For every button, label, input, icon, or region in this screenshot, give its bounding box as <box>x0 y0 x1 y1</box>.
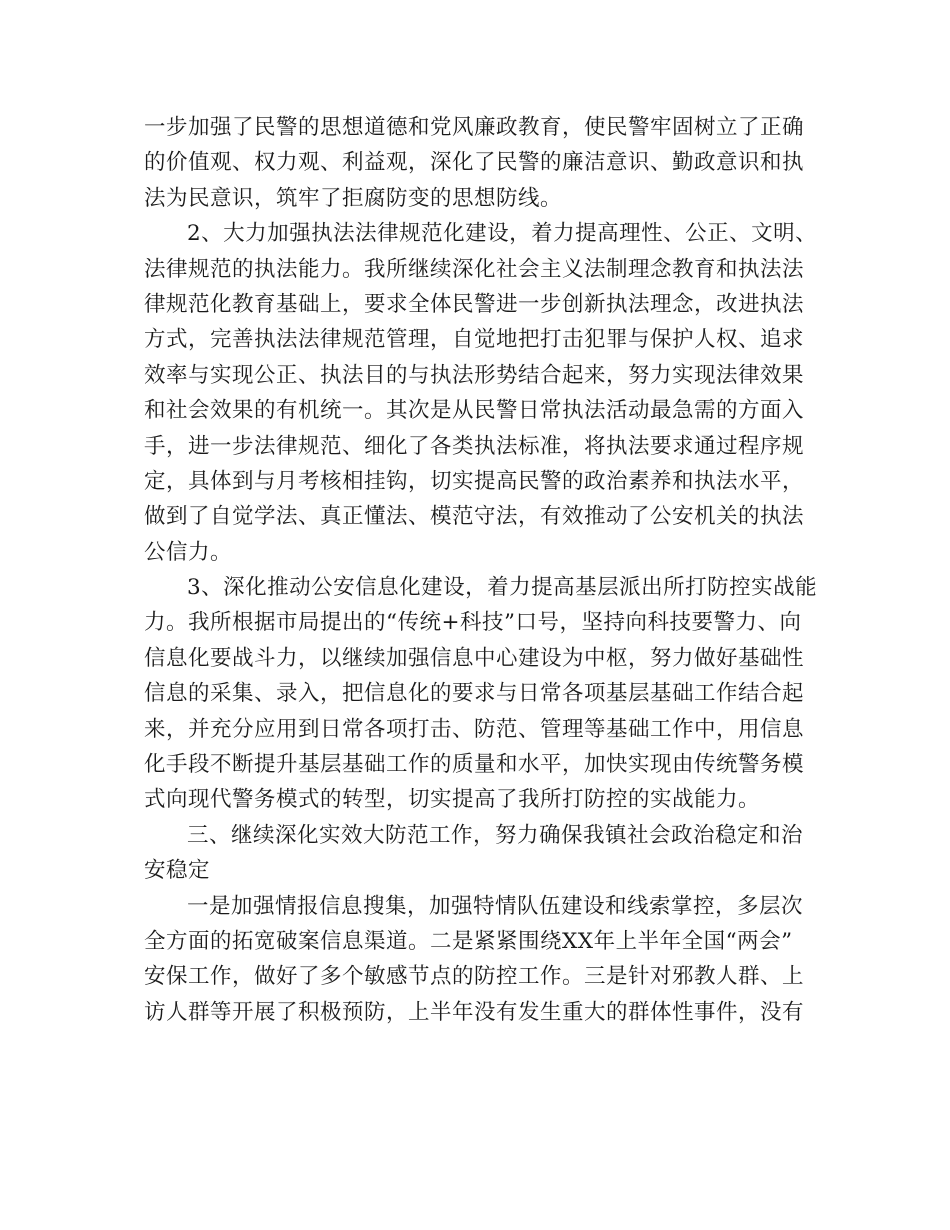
text-line: 做到了自觉学法、真正懂法、模范守法，有效推动了公安机关的执法 <box>144 504 805 530</box>
text-line: 效率与实现公正、执法目的与执法形势结合起来，努力实现法律效果 <box>144 362 805 388</box>
text-line: 全方面的拓宽破案信息渠道。二是紧紧围绕XX年上半年全国“两会” <box>144 928 793 954</box>
text-line: 和社会效果的有机统一。其次是从民警日常执法活动最急需的方面入 <box>144 398 805 424</box>
text-line: 公信力。 <box>144 539 233 565</box>
text-line: 安保工作，做好了多个敏感节点的防控工作。三是针对邪教人群、上 <box>144 964 805 990</box>
text-line: 一步加强了民警的思想道德和党风廉政教育，使民警牢固树立了正确 <box>144 115 805 140</box>
document-body <box>144 110 824 1030</box>
text-line: 信息的采集、录入，把信息化的要求与日常各项基层基础工作结合起 <box>144 681 805 707</box>
section-heading-three: 三、继续深化实效大防范工作，努力确保我镇社会政治稳定和治 <box>187 822 804 848</box>
text-line: 手，进一步法律规范、细化了各类执法标准，将执法要求通过程序规 <box>144 433 805 459</box>
text-line: 的价值观、权力观、利益观，深化了民警的廉洁意识、勤政意识和执 <box>144 150 805 176</box>
section-heading-3: 3、深化推动公安信息化建设，着力提高基层派出所打防控实战能 <box>187 575 818 601</box>
paragraph-start: 一是加强情报信息搜集，加强特情队伍建设和线索掌控，多层次 <box>187 893 804 919</box>
text-line: 信息化要战斗力，以继续加强信息中心建设为中枢，努力做好基础性 <box>144 645 805 671</box>
text-line: 定，具体到与月考核相挂钩，切实提高民警的政治素养和执法水平， <box>144 468 805 494</box>
text-line: 访人群等开展了积极预防，上半年没有发生重大的群体性事件，没有 <box>144 999 805 1025</box>
text-line: 方式，完善执法法律规范管理，自觉地把打击犯罪与保护人权、追求 <box>144 327 805 353</box>
text-line: 来，并充分应用到日常各项打击、防范、管理等基础工作中，用信息 <box>144 716 805 742</box>
text-line: 式向现代警务模式的转型，切实提高了我所打防控的实战能力。 <box>144 787 761 813</box>
text-line: 法为民意识，筑牢了拒腐防变的思想防线。 <box>144 185 563 211</box>
text-line: 力。我所根据市局提出的“传统+科技”口号，坚持向科技要警力、向 <box>144 610 802 636</box>
text-line: 律规范化教育基础上，要求全体民警进一步创新执法理念，改进执法 <box>144 291 805 317</box>
text-line: 法律规范的执法能力。我所继续深化社会主义法制理念教育和执法法 <box>144 256 805 282</box>
text-line: 化手段不断提升基层基础工作的质量和水平，加快实现由传统警务模 <box>144 752 805 778</box>
section-heading-2: 2、大力加强执法法律规范化建设，着力提高理性、公正、文明、 <box>187 221 818 247</box>
text-line: 安稳定 <box>144 858 211 884</box>
